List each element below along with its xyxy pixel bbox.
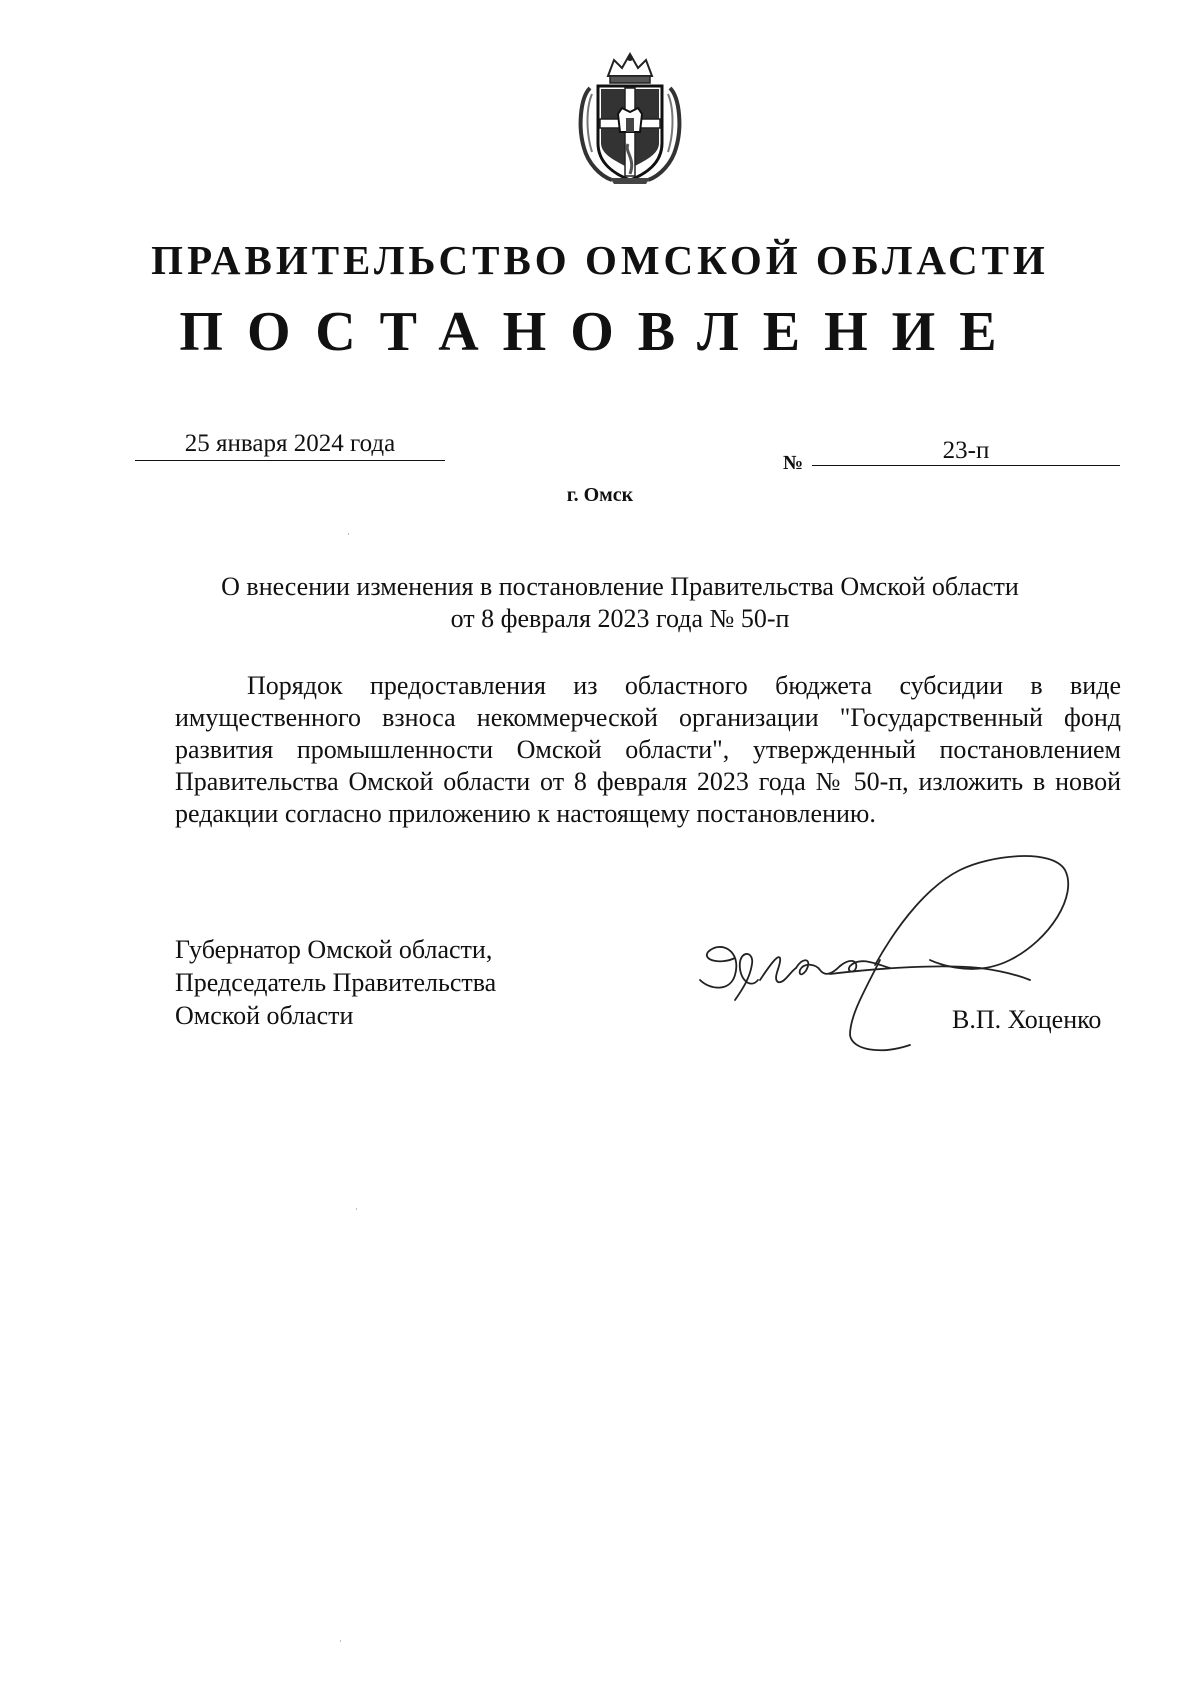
document-city: г. Омск xyxy=(566,484,634,506)
coat-of-arms-icon xyxy=(570,48,690,188)
document-date: 25 января 2024 года xyxy=(135,430,445,461)
position-line-2: Председатель Правительства xyxy=(175,968,497,997)
document-subject xyxy=(150,571,1090,635)
signatory-position xyxy=(175,933,496,1032)
document-number: 23-п xyxy=(812,437,1120,466)
handwritten-signature-icon xyxy=(680,840,1100,1070)
scan-speck xyxy=(340,1640,341,1642)
position-line-1: Губернатор Омской области, xyxy=(175,935,493,964)
subject-line-1: О внесении изменения в постановление Правительства Омской области xyxy=(221,572,1019,601)
scan-speck xyxy=(348,533,349,535)
position-line-3: Омской области xyxy=(175,1001,354,1030)
scan-speck xyxy=(356,1208,357,1210)
organization-title: ПРАВИТЕЛЬСТВО ОМСКОЙ ОБЛАСТИ xyxy=(151,237,1049,283)
number-label: № xyxy=(783,452,804,474)
subject-line-2: от 8 февраля 2023 года № 50-п xyxy=(450,604,790,633)
signer-name: В.П. Хоценко xyxy=(952,1005,1102,1034)
document-type-title: ПОСТАНОВЛЕНИЕ xyxy=(179,301,1021,363)
body-paragraph: Порядок предоставления из областного бюджета субсидии в виде имущественного взноса некоммерческой организации "Государственный фонд развития промышленности Омской области", утвержденный постановлением Правительства Омской области от 8 февраля 2023 года № 50-п, изложить в новой редакции согласно приложению к настоящему постановлению. xyxy=(175,671,1121,828)
